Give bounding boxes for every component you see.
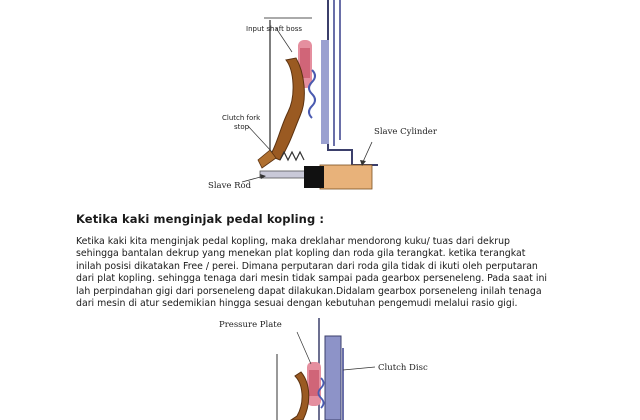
label-input-shaft-boss: Input shaft boss	[246, 25, 303, 33]
paragraph-line: lah perpindahan gigi dari porseneleng dapat dilakukan.Didalam gearbox porseneleng inilah tenaga	[76, 285, 542, 297]
paragraph-line: Ketika kaki kita menginjak pedal kopling, maka dreklahar mendorong kuku/ tuas dari dekrup	[76, 236, 510, 247]
paragraph-line: dari plat kopling. sehingga tenaga dari mesin tidak sampai pada gearbox perseneleng. Pada saat ini	[76, 273, 547, 285]
label-clutch-fork-stop-2: stop	[234, 123, 250, 131]
flywheel-plate	[321, 40, 329, 144]
clutch-fork-bottom	[291, 372, 309, 420]
bellhousing-outline	[328, 0, 378, 165]
clutch-diagram-released	[200, 0, 440, 198]
slave-cylinder-body	[320, 165, 372, 189]
flywheel-outline	[334, 0, 340, 146]
paragraph-line: sehingga bantalan dekrup yang menekan plat kopling dan roda gila terangkat. ketika terangkat	[76, 248, 526, 260]
label-clutch-disc: Clutch Disc	[378, 363, 428, 373]
paragraph-line: dari mesin di atur sedemikian hingga sesuai dengan kebutuhan pengemudi melalui rasio gigi.	[76, 298, 518, 310]
return-spring	[280, 152, 304, 160]
label-slave-rod: Slave Rod	[208, 181, 252, 191]
section-heading: Ketika kaki menginjak pedal kopling :	[76, 212, 325, 226]
label-slave-cylinder: Slave Cylinder	[374, 127, 437, 137]
flywheel-housing	[325, 336, 341, 420]
body-paragraph	[76, 236, 570, 310]
label-pressure-plate: Pressure Plate	[219, 320, 282, 330]
clutch-diagram-engaged	[215, 318, 455, 420]
paragraph-line: inilah posisi dikatakan Free / perei. Dimana perputaran dari roda gila tidak di ikuti oleh perputaran	[76, 260, 538, 272]
label-clutch-fork-stop-1: Clutch fork	[222, 114, 261, 122]
clutch-fork	[270, 58, 304, 160]
